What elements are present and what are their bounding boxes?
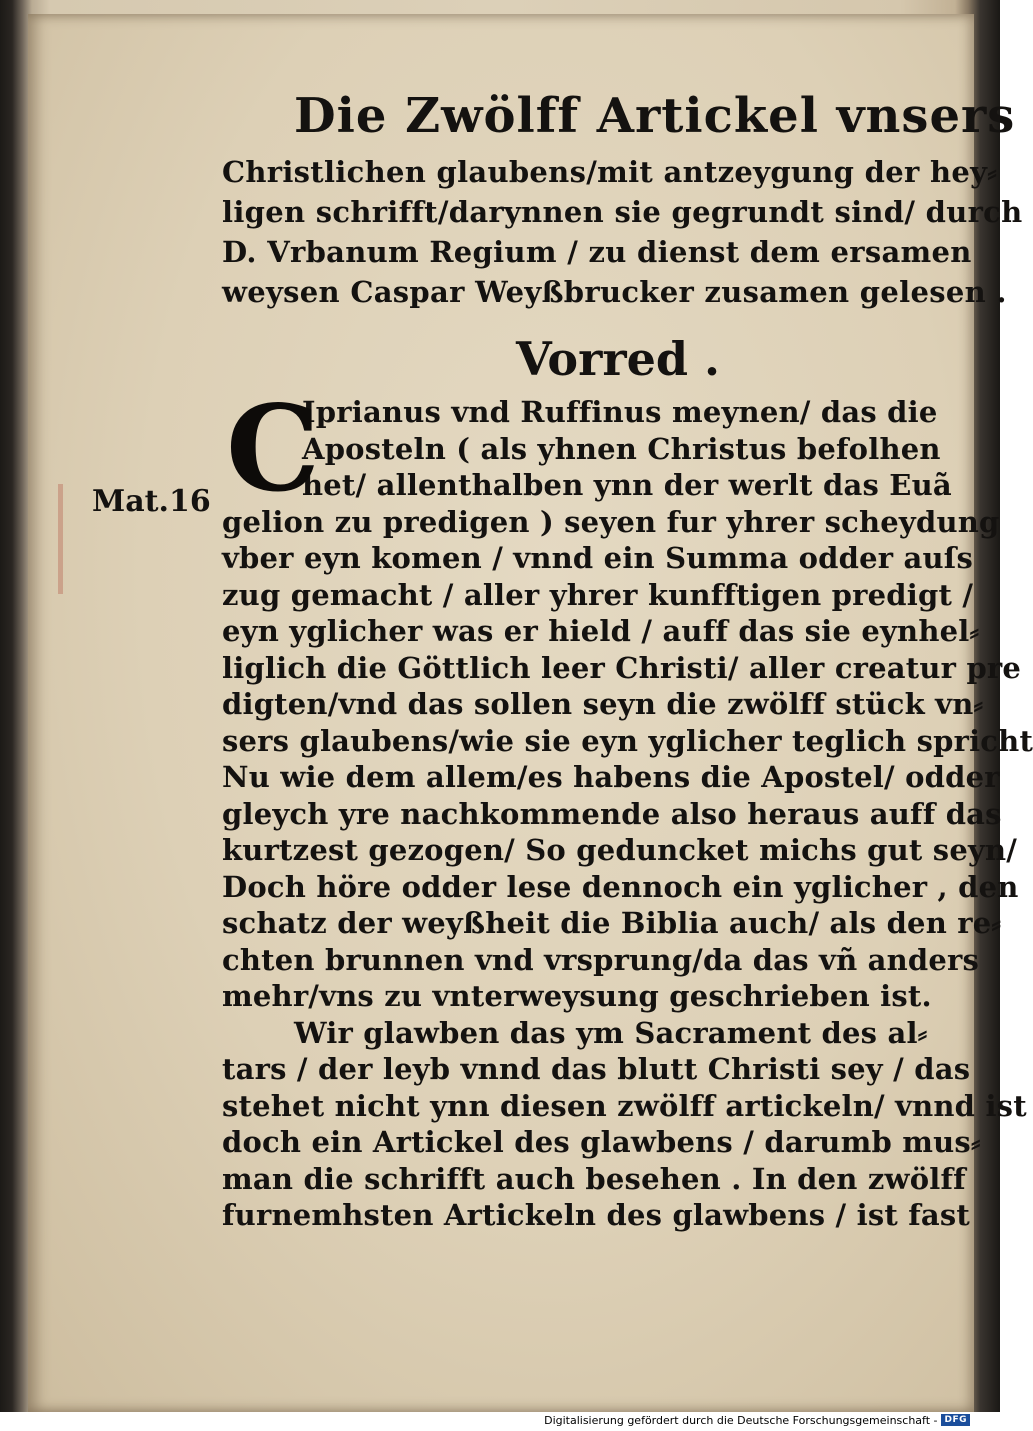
paragraph-line: sers glaubens/wie sie eyn yglicher teglich spricht xyxy=(222,723,1033,758)
paragraph-line: kurtzest gezogen/ So geduncket michs gut seyn/ xyxy=(222,833,1018,867)
text-block xyxy=(222,80,1033,1234)
paragraph-1 xyxy=(222,379,1033,1015)
paragraph-line: gleych yre nachkommende also heraus auff das xyxy=(222,796,1002,831)
paragraph-line: Doch höre odder lese dennoch ein yglicher , den xyxy=(222,869,1019,904)
footer-text: Digitalisierung gefördert durch die Deutsche Forschungsgemeinschaft - xyxy=(544,1413,938,1427)
paragraph-line: Wir glawben das ym Sacrament des al⸗ xyxy=(294,1015,928,1050)
paragraph-line: zug gemacht / aller yhrer kunfftigen predigt / xyxy=(222,577,974,612)
paragraph-2 xyxy=(222,1015,1027,1234)
title-line-5: weysen Caspar Weyßbrucker zusamen gelesen . xyxy=(222,275,1007,309)
title-line-4: D. Vrbanum Regium / zu dienst dem ersamen xyxy=(222,235,972,269)
paragraph-line: tars / der leyb vnnd das blutt Christi sey / das xyxy=(222,1052,971,1086)
title-line-3: ligen schrifft/darynnen sie gegrundt sind/ durch xyxy=(222,195,1023,229)
title-line-2: Christlichen glaubens/mit antzeygung der hey⸗ xyxy=(222,155,998,189)
paragraph-line: man die schrifft auch besehen . In den zwölff xyxy=(222,1161,966,1196)
drop-cap: C xyxy=(226,379,320,518)
paragraph-line: liglich die Göttlich leer Christi/ aller creatur pre xyxy=(222,650,1022,685)
paragraph-line: furnemhsten Artickeln des glawbens / ist fast xyxy=(222,1198,971,1232)
margin-note: Mat.16 xyxy=(92,484,211,519)
paragraph-line: eyn yglicher was er hield / auff das sie eynhel⸗ xyxy=(222,614,980,648)
dfg-logo-icon: DFG xyxy=(941,1414,970,1426)
paragraph-line: doch ein Artickel des glawbens / darumb mus⸗ xyxy=(222,1125,981,1159)
title-line-1: Die Zwölff Artickel vnsers xyxy=(294,88,1016,144)
paragraph-line: digten/vnd das sollen seyn die zwölff stück vn⸗ xyxy=(222,687,984,721)
footer-credit xyxy=(544,1411,970,1429)
section-heading: Vorred . xyxy=(515,332,721,386)
paragraph-line: mehr/vns zu vnterweysung geschrieben ist. xyxy=(222,979,932,1013)
page-edge-stain xyxy=(58,484,63,594)
paragraph-line: vber eyn komen / vnnd ein Summa odder auſs xyxy=(222,541,974,575)
paragraph-line: Iprianus vnd Ruffinus meynen/ das die xyxy=(302,395,938,429)
paragraph-line: Aposteln ( als yhnen Christus befolhen xyxy=(302,431,941,466)
paragraph-line: het/ allenthalben ynn der werlt das Euã xyxy=(302,468,952,502)
paragraph-line: schatz der weyßheit die Biblia auch/ als den re⸗ xyxy=(222,906,1002,940)
paragraph-line: gelion zu predigen ) seyen fur yhrer scheydung xyxy=(222,504,1000,539)
paragraph-line: chten brunnen vnd vrsprung/da das vñ anders xyxy=(222,942,980,977)
paragraph-line: stehet nicht ynn diesen zwölff artickeln/ vnnd ist xyxy=(222,1088,1027,1123)
paragraph-line: Nu wie dem allem/es habens die Apostel/ odder xyxy=(222,760,1000,794)
